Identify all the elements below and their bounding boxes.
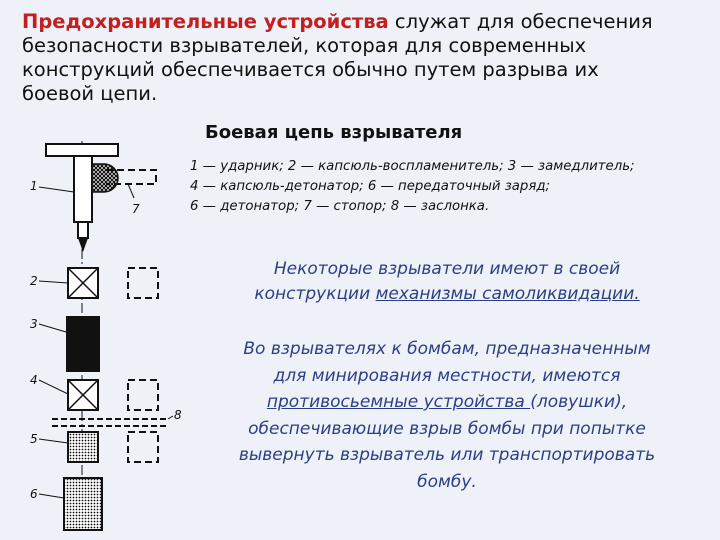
intro-line-1 bbox=[22, 10, 712, 34]
p2-line-6: бомбу. bbox=[417, 471, 477, 492]
intro-paragraph bbox=[22, 10, 712, 106]
label-6: 6 bbox=[30, 487, 38, 501]
self-destruct-link[interactable]: механизмы самоликвидации. bbox=[375, 284, 640, 304]
p2-line-1: Во взрывателях к бомбам, предназначенным bbox=[243, 339, 651, 359]
p2-line-4: обеспечивающие взрыв бомбы при попытке bbox=[248, 418, 646, 439]
label-7: 7 bbox=[132, 202, 140, 216]
anti-removal-link[interactable]: противосьемные устройства bbox=[266, 392, 531, 412]
p1-line-1: Некоторые взрыватели имеют в своей bbox=[273, 259, 621, 279]
p2-line-5: вывернуть взрыватель или транспортировать bbox=[238, 445, 656, 465]
p2-line-2: для минирования местности, имеются bbox=[273, 365, 621, 386]
legend-line-2: 4 — капсюль-детонатор; 6 — передаточный заряд; bbox=[190, 179, 551, 194]
detonator-6 bbox=[64, 478, 102, 530]
transfer-charge-5 bbox=[68, 432, 158, 462]
p2-line-3 bbox=[204, 389, 690, 416]
legend-line-3: 6 — детонатор; 7 — стопор; 8 — заслонка. bbox=[190, 199, 490, 214]
diagram-legend bbox=[190, 157, 720, 217]
detonator-capsule-4 bbox=[68, 380, 158, 410]
intro-line-4: боевой цепи. bbox=[22, 82, 158, 105]
label-1: 1 bbox=[30, 179, 38, 193]
intro-line-1-rest: служат для обеспечения bbox=[388, 10, 653, 33]
label-8: 8 bbox=[174, 408, 182, 422]
legend-line-1: 1 — ударник; 2 — капсюль-воспламенитель; 3 — замедлитель; bbox=[190, 159, 635, 174]
intro-line-2: безопасности взрывателей, которая для современных bbox=[22, 34, 587, 57]
label-3: 3 bbox=[30, 317, 38, 331]
label-4: 4 bbox=[30, 373, 38, 387]
label-5: 5 bbox=[30, 432, 38, 446]
p1-line-2 bbox=[212, 282, 682, 307]
primer-2 bbox=[68, 268, 158, 298]
anti-removal-paragraph bbox=[204, 336, 690, 495]
p2-line-3-rest: (ловушки), bbox=[530, 392, 628, 412]
fuze-chain-diagram bbox=[24, 136, 194, 536]
delay-3 bbox=[66, 316, 100, 372]
striker-1 bbox=[46, 144, 118, 252]
shutter-8 bbox=[52, 419, 168, 426]
self-destruct-paragraph bbox=[212, 257, 682, 307]
label-2: 2 bbox=[30, 274, 38, 288]
p1-line-2-start: конструкции bbox=[254, 284, 376, 304]
intro-highlight: Предохранительные устройства bbox=[22, 10, 389, 33]
intro-line-3: конструкций обеспечивается обычно путем разрыва их bbox=[22, 58, 599, 81]
diagram-heading: Боевая цепь взрывателя bbox=[205, 122, 463, 143]
